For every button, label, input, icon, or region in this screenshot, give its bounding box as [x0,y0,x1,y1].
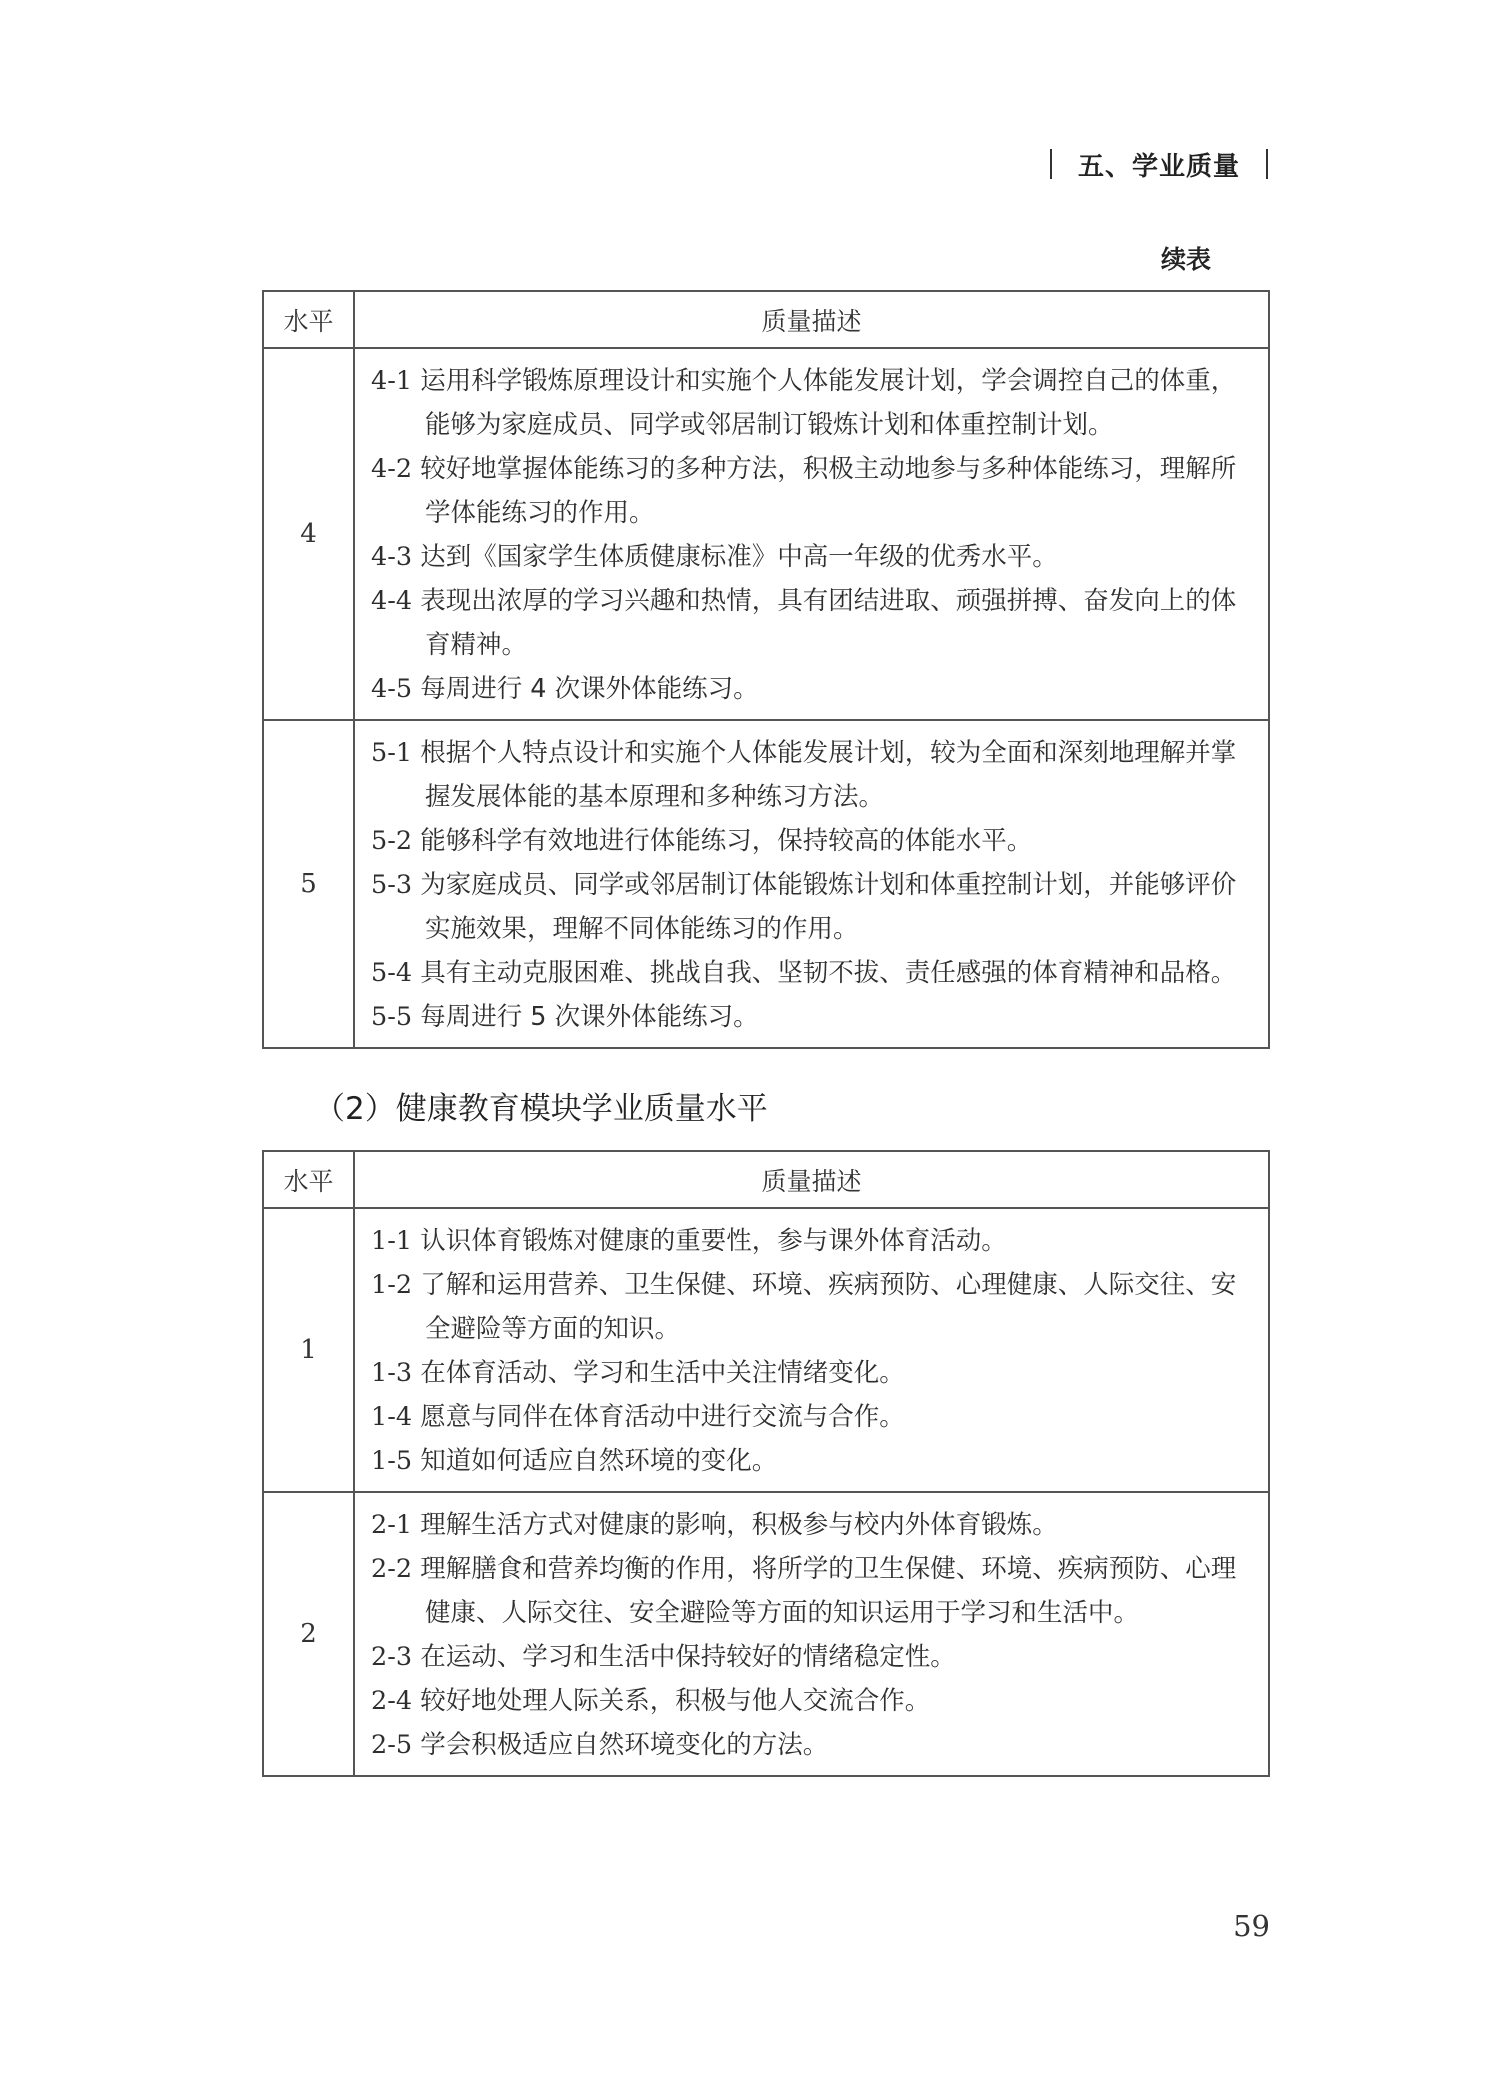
list-item [371,535,1252,579]
list-item [371,579,1252,667]
description-cell [354,1208,1269,1492]
item-text: 达到《国家学生体质健康标准》中高一年级的优秀水平。 [420,542,1058,572]
list-item [371,447,1252,535]
quality-table-physical-fitness [262,290,1270,1049]
table-header-row [263,1151,1269,1208]
item-text: 每周进行 4 次课外体能练习。 [420,674,759,704]
list-item [371,1395,1252,1439]
item-text: 运用科学锻炼原理设计和实施个人体能发展计划，学会调控自己的体重，能够为家庭成员、同学或邻居制订锻炼计划和体重控制计划。 [420,366,1237,440]
item-text: 在体育活动、学习和生活中关注情绪变化。 [420,1358,905,1388]
item-code: 5-3 [371,870,413,900]
level-cell: 4 [263,348,354,720]
list-item [371,1439,1252,1483]
list-item [371,667,1252,711]
item-code: 1-2 [371,1270,413,1300]
table-header-row [263,291,1269,348]
item-code: 5-4 [371,958,413,988]
column-header-level: 水平 [263,1151,354,1208]
item-text: 每周进行 5 次课外体能练习。 [420,1002,759,1032]
list-item [371,1547,1252,1635]
table-row [263,720,1269,1048]
item-code: 1-3 [371,1358,413,1388]
item-code: 2-5 [371,1730,413,1760]
item-text: 了解和运用营养、卫生保健、环境、疾病预防、心理健康、人际交往、安全避险等方面的知识。 [420,1270,1237,1344]
item-code: 5-2 [371,826,413,856]
item-code: 4-1 [371,366,413,396]
item-code: 5-5 [371,1002,413,1032]
description-cell [354,348,1269,720]
table-row [263,1492,1269,1776]
list-item [371,1635,1252,1679]
running-header [1050,144,1268,184]
table-row [263,1208,1269,1492]
continued-table-label: 续表 [1160,245,1211,274]
item-text: 根据个人特点设计和实施个人体能发展计划，较为全面和深刻地理解并掌握发展体能的基本原理和多种练习方法。 [420,738,1237,812]
list-item [371,1723,1252,1767]
description-cell [354,1492,1269,1776]
item-text: 认识体育锻炼对健康的重要性，参与课外体育活动。 [420,1226,1007,1256]
description-cell [354,720,1269,1048]
header-right-rule [1266,149,1268,179]
section-heading: （2）健康教育模块学业质量水平 [314,1091,768,1127]
list-item [371,1263,1252,1351]
item-code: 4-2 [371,454,413,484]
item-text: 理解膳食和营养均衡的作用，将所学的卫生保健、环境、疾病预防、心理健康、人际交往、安全避险等方面的知识运用于学习和生活中。 [420,1554,1237,1628]
item-code: 1-1 [371,1226,413,1256]
list-item [371,1219,1252,1263]
item-code: 4-3 [371,542,413,572]
item-text: 学会积极适应自然环境变化的方法。 [420,1730,829,1760]
item-text: 能够科学有效地进行体能练习，保持较高的体能水平。 [420,826,1033,856]
item-code: 2-3 [371,1642,413,1672]
item-code: 2-1 [371,1510,413,1540]
item-text: 较好地掌握体能练习的多种方法，积极主动地参与多种体能练习，理解所学体能练习的作用。 [420,454,1237,528]
item-text: 表现出浓厚的学习兴趣和热情，具有团结进取、顽强拼搏、奋发向上的体育精神。 [420,586,1237,660]
level-cell: 5 [263,720,354,1048]
item-text: 愿意与同伴在体育活动中进行交流与合作。 [420,1402,905,1432]
list-item [371,863,1252,951]
page-number: 59 [1233,1909,1270,1943]
list-item [371,731,1252,819]
item-code: 1-5 [371,1446,413,1476]
item-text: 在运动、学习和生活中保持较好的情绪稳定性。 [420,1642,956,1672]
item-code: 4-4 [371,586,413,616]
header-title: 五、学业质量 [1077,151,1240,182]
level-cell: 2 [263,1492,354,1776]
column-header-description: 质量描述 [354,1151,1269,1208]
list-item [371,1351,1252,1395]
item-text: 知道如何适应自然环境的变化。 [420,1446,778,1476]
item-text: 较好地处理人际关系，积极与他人交流合作。 [420,1686,931,1716]
list-item [371,359,1252,447]
item-code: 2-2 [371,1554,413,1584]
list-item [371,1503,1252,1547]
item-code: 4-5 [371,674,413,704]
item-text: 理解生活方式对健康的影响，积极参与校内外体育锻炼。 [420,1510,1058,1540]
table-row [263,348,1269,720]
item-code: 5-1 [371,738,413,768]
level-cell: 1 [263,1208,354,1492]
item-code: 2-4 [371,1686,413,1716]
item-text: 具有主动克服困难、挑战自我、坚韧不拔、责任感强的体育精神和品格。 [420,958,1237,988]
list-item [371,819,1252,863]
quality-table-health-education [262,1150,1270,1777]
list-item [371,995,1252,1039]
item-code: 1-4 [371,1402,413,1432]
column-header-level: 水平 [263,291,354,348]
item-text: 为家庭成员、同学或邻居制订体能锻炼计划和体重控制计划，并能够评价实施效果，理解不同体能练习的作用。 [420,870,1237,944]
column-header-description: 质量描述 [354,291,1269,348]
list-item [371,951,1252,995]
list-item [371,1679,1252,1723]
